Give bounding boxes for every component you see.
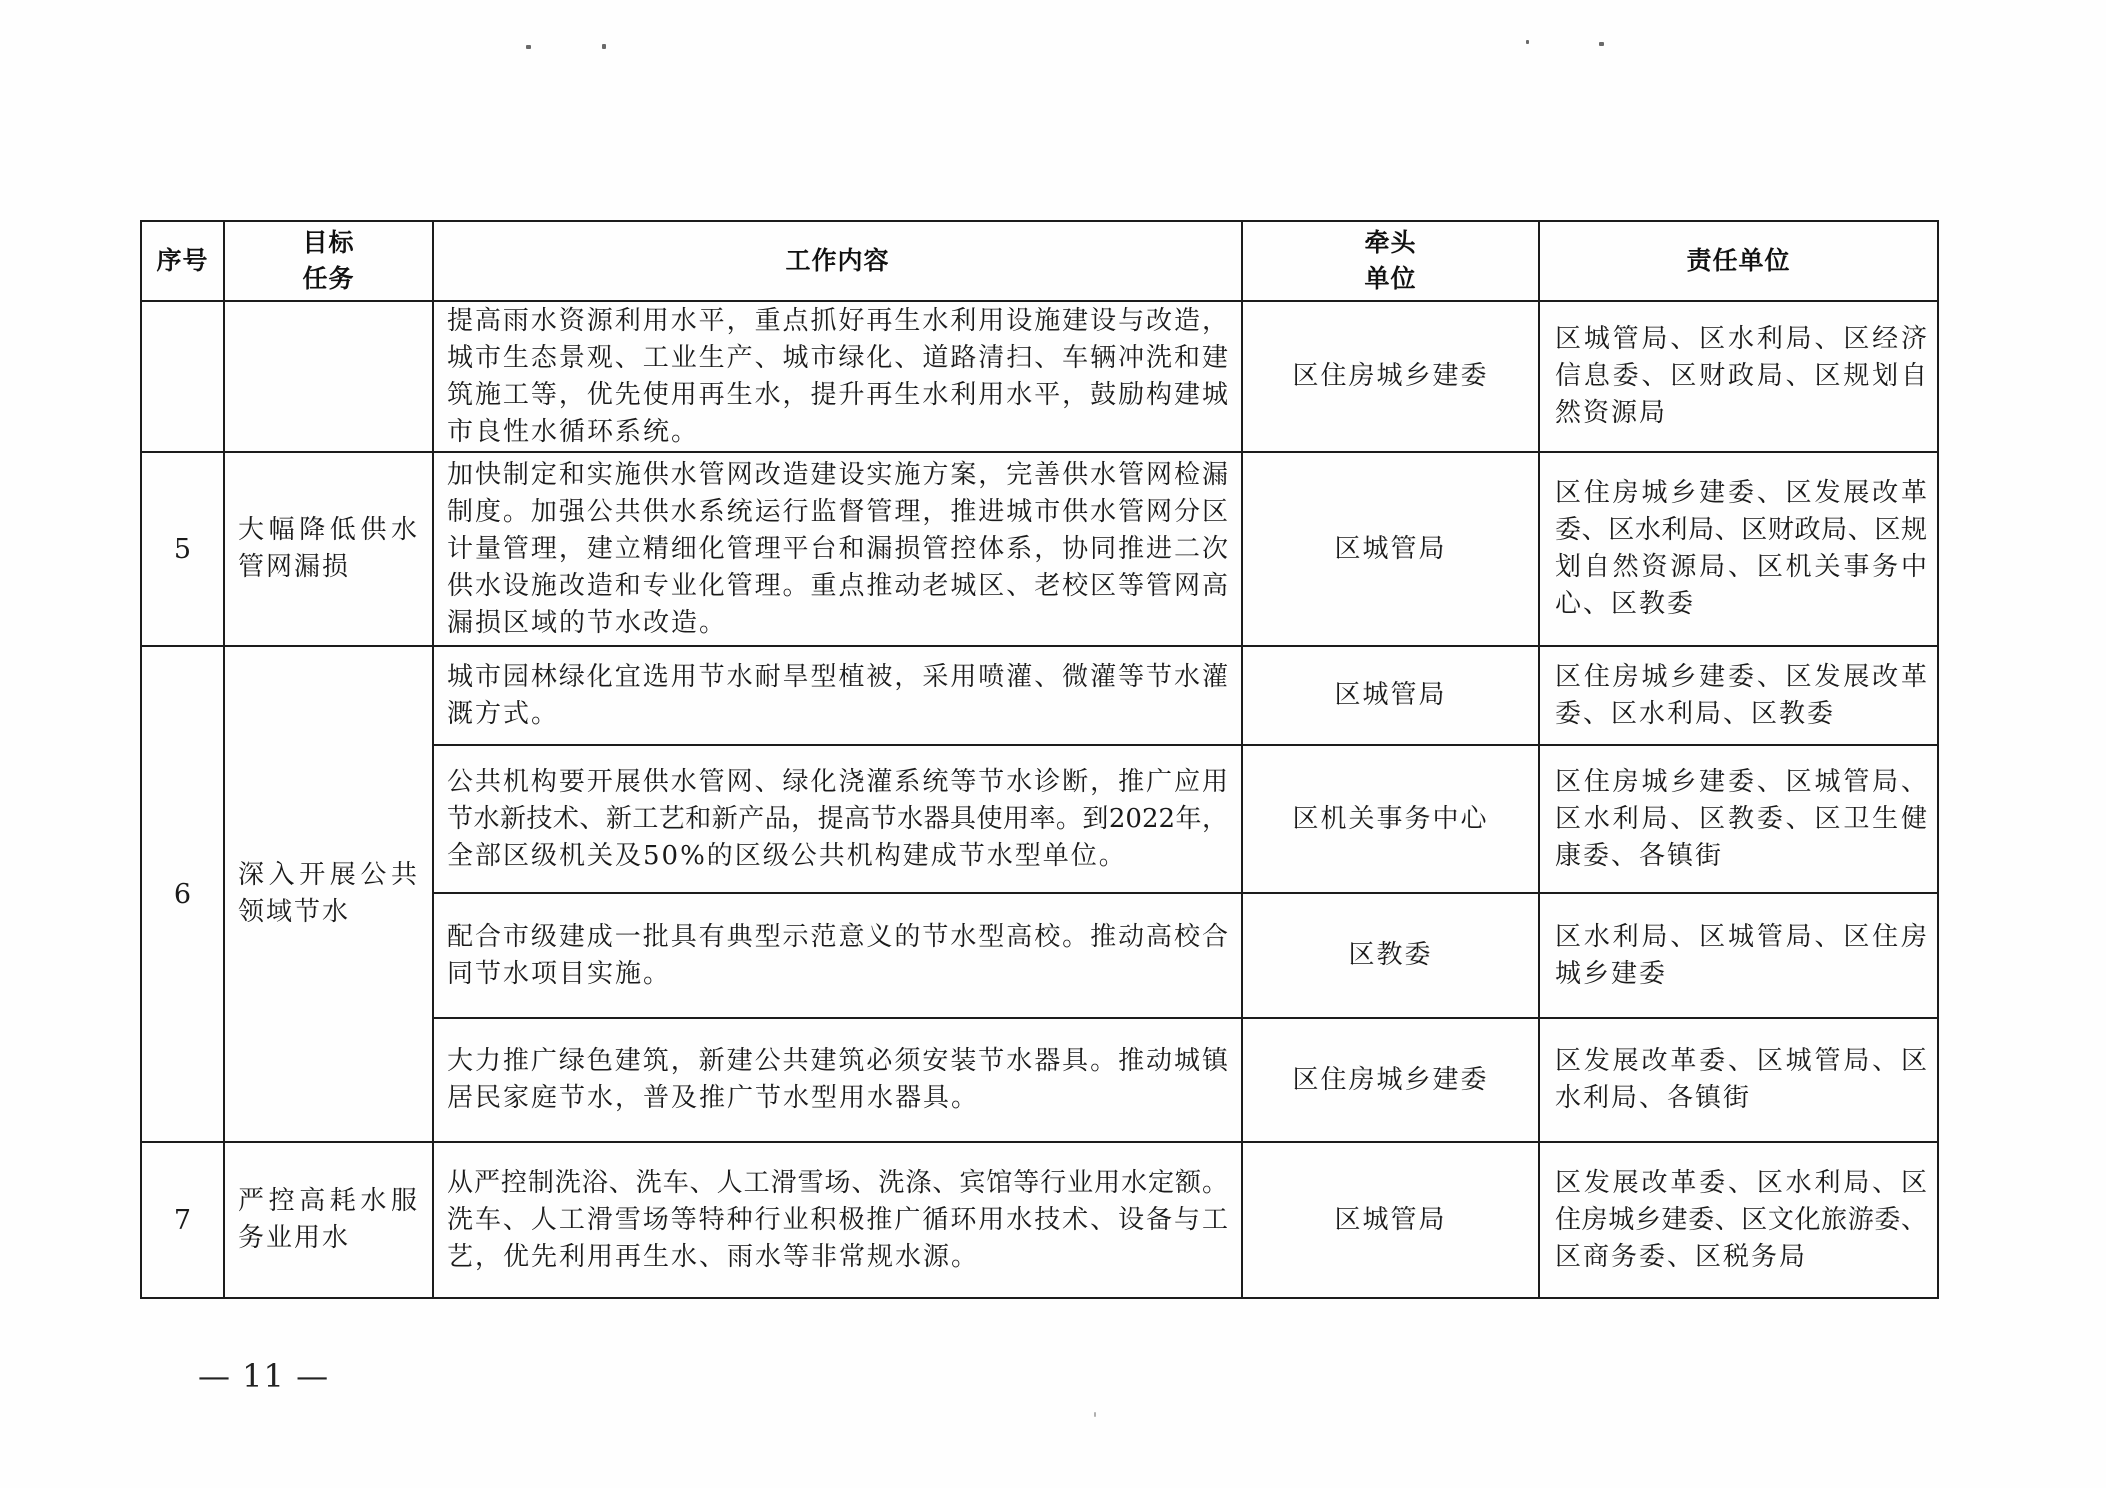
work-plan-table [140, 220, 1939, 1299]
target-line: 大幅降低供水 [238, 515, 417, 545]
scan-speck [1526, 40, 1529, 44]
header-work-content: 工作内容 [433, 221, 1242, 301]
responsible-line: 心、区教委 [1555, 589, 1696, 619]
header-serial-number: 序号 [141, 221, 224, 301]
content-line: 节水新技术、新工艺和新产品，提高节水器具使用率。到2022年， [447, 803, 1228, 834]
lead-unit-cell: 区城管局 [1242, 1142, 1539, 1298]
header-target-task [224, 221, 433, 301]
target-task-cell [224, 1142, 433, 1298]
scan-speck [1094, 1412, 1096, 1417]
responsible-line: 住房城乡建委、区文化旅游委、 [1555, 1204, 1927, 1235]
responsible-line: 水利局、各镇街 [1555, 1083, 1752, 1113]
target-line: 领域节水 [238, 897, 351, 927]
responsible-line: 区发展改革委、区水利局、区 [1555, 1167, 1927, 1198]
content-line: 提高雨水资源利用水平，重点抓好再生水利用设施建设与改造， [447, 305, 1228, 336]
responsible-line: 康委、各镇街 [1555, 840, 1724, 871]
work-content-cell [433, 893, 1242, 1018]
content-line: 制度。加强公共供水系统运行监督管理，推进城市供水管网分区 [447, 496, 1228, 527]
content-line: 漏损区域的节水改造。 [447, 607, 728, 638]
content-line: 筑施工等，优先使用再生水，提升再生水利用水平，鼓励构建城 [447, 379, 1228, 410]
header-target-line: 任务 [302, 264, 355, 293]
responsible-line: 区水利局、区教委、区卫生健 [1555, 803, 1927, 834]
responsible-line: 委、区水利局、区教委 [1555, 698, 1836, 729]
work-content-cell [433, 452, 1242, 646]
responsible-units-cell [1539, 646, 1938, 745]
responsible-line: 城乡建委 [1555, 958, 1668, 989]
table-row [141, 646, 1938, 745]
lead-unit-cell: 区城管局 [1242, 452, 1539, 646]
responsible-units-cell [1539, 1142, 1938, 1298]
responsible-line: 区住房城乡建委、区发展改革 [1555, 478, 1927, 508]
table-row [141, 1142, 1938, 1298]
responsible-line: 区住房城乡建委、区城管局、 [1555, 766, 1927, 797]
target-line: 严控高耗水服 [238, 1186, 417, 1216]
lead-unit-cell: 区机关事务中心 [1242, 745, 1539, 893]
page-number: — 11 — [198, 1357, 330, 1395]
target-task-cell [224, 301, 433, 452]
content-line: 供水设施改造和专业化管理。重点推动老城区、老校区等管网高 [447, 570, 1228, 601]
serial-number-cell: 5 [141, 452, 224, 646]
lead-unit-cell: 区住房城乡建委 [1242, 1018, 1539, 1142]
responsible-units-cell [1539, 893, 1938, 1018]
responsible-line: 区城管局、区水利局、区经济 [1555, 324, 1927, 354]
responsible-line: 区商务委、区税务局 [1555, 1241, 1808, 1272]
content-line: 大力推广绿色建筑，新建公共建筑必须安装节水器具。推动城镇 [447, 1046, 1228, 1076]
content-line: 配合市级建成一批具有典型示范意义的节水型高校。推动高校合 [447, 921, 1228, 952]
work-content-cell [433, 301, 1242, 452]
scan-speck [602, 44, 606, 49]
work-content-cell [433, 1018, 1242, 1142]
work-content-cell [433, 1142, 1242, 1298]
responsible-units-cell [1539, 452, 1938, 646]
responsible-line: 然资源局 [1555, 398, 1668, 428]
table-row [141, 452, 1938, 646]
content-line: 洗车、人工滑雪场等特种行业积极推广循环用水技术、设备与工 [447, 1204, 1228, 1235]
content-line: 全部区级机关及50%的区级公共机构建成节水型单位。 [447, 840, 1127, 871]
table-header-row [141, 221, 1938, 301]
serial-number-cell: 7 [141, 1142, 224, 1298]
content-line: 从严控制洗浴、洗车、人工滑雪场、洗涤、宾馆等行业用水定额。 [447, 1167, 1228, 1198]
content-line: 加快制定和实施供水管网改造建设实施方案，完善供水管网检漏 [447, 459, 1228, 490]
content-line: 城市园林绿化宜选用节水耐旱型植被，采用喷灌、微灌等节水灌 [447, 661, 1228, 692]
content-line: 同节水项目实施。 [447, 958, 672, 989]
target-line: 管网漏损 [238, 552, 351, 582]
work-content-cell [433, 745, 1242, 893]
responsible-line: 信息委、区财政局、区规划自 [1555, 361, 1927, 391]
lead-unit-cell: 区住房城乡建委 [1242, 301, 1539, 452]
content-line: 艺，优先利用再生水、雨水等非常规水源。 [447, 1241, 980, 1272]
responsible-line: 划自然资源局、区机关事务中 [1555, 552, 1927, 582]
responsible-units-cell [1539, 745, 1938, 893]
content-line: 计量管理，建立精细化管理平台和漏损管控体系，协同推进二次 [447, 533, 1228, 564]
target-task-cell [224, 452, 433, 646]
content-line: 市良性水循环系统。 [447, 416, 700, 447]
header-lead-line: 单位 [1364, 264, 1417, 293]
scan-speck [1599, 42, 1604, 46]
responsible-line: 委、区水利局、区财政局、区规 [1555, 515, 1927, 545]
content-line: 城市生态景观、工业生产、城市绿化、道路清扫、车辆冲洗和建 [447, 342, 1228, 373]
work-content-cell [433, 646, 1242, 745]
content-line: 溉方式。 [447, 698, 560, 729]
serial-number-cell: 6 [141, 646, 224, 1142]
responsible-line: 区发展改革委、区城管局、区 [1555, 1046, 1927, 1076]
responsible-line: 区水利局、区城管局、区住房 [1555, 921, 1927, 952]
responsible-line: 区住房城乡建委、区发展改革 [1555, 661, 1927, 692]
serial-number-cell [141, 301, 224, 452]
content-line: 公共机构要开展供水管网、绿化浇灌系统等节水诊断，推广应用 [447, 766, 1228, 797]
header-lead-line: 牵头 [1364, 228, 1417, 257]
target-task-cell [224, 646, 433, 1142]
target-line: 务业用水 [238, 1223, 351, 1253]
header-lead-unit [1242, 221, 1539, 301]
lead-unit-cell: 区城管局 [1242, 646, 1539, 745]
table-row [141, 301, 1938, 452]
responsible-units-cell [1539, 1018, 1938, 1142]
responsible-units-cell [1539, 301, 1938, 452]
scan-speck [526, 45, 531, 49]
lead-unit-cell: 区教委 [1242, 893, 1539, 1018]
header-target-line: 目标 [302, 228, 355, 257]
content-line: 居民家庭节水，普及推广节水型用水器具。 [447, 1083, 980, 1113]
header-responsible-units: 责任单位 [1539, 221, 1938, 301]
target-line: 深入开展公共 [238, 860, 417, 890]
